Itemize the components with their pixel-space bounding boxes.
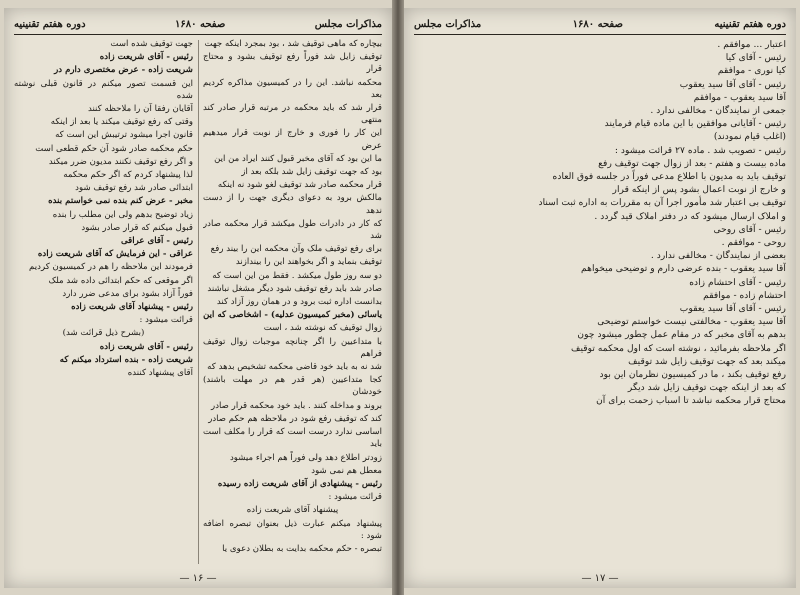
right-page-line: توقیف بی اعتبار شد مأمور اجرا آن به مقررات به اداره ثبت اسناد: [538, 197, 786, 209]
right-page-number: — ۱۷ —: [581, 573, 619, 584]
right-page: [404, 8, 796, 588]
left-page-columns: [14, 38, 382, 566]
left-col-right-line: قرائت میشود :: [328, 492, 382, 503]
right-page-line: کیا نوری - موافقم: [717, 65, 786, 77]
left-col-right-line: توقیف زایل شد فوراً رفع توقیف بشود و محتاج قرار: [203, 52, 382, 75]
left-col-left-line: آقای پیشنهاد کننده: [127, 368, 193, 379]
left-col-left-line: شریعت زاده - عرض مختصری دارم در: [54, 65, 193, 76]
left-col-right-line: این کار را فوری و خارج از نوبت قرار میدهیم عرض: [203, 128, 382, 151]
left-col-right-line: زوال توقیف که نوشته شد ، است: [263, 323, 382, 334]
right-page-line: بعضی از نمایندگان - مخالفی ندارد .: [650, 250, 786, 262]
left-col-right-line: قرار شد که باید محکمه در مرتبه قرار صادر کند منتهی: [203, 103, 382, 126]
left-col-right-line: بدانست اداره ثبت برود و در همان روز آزاد کند: [216, 297, 382, 308]
left-col-left-line: قبول میکنم که قرار صادر بشود: [81, 222, 193, 233]
left-page-header: [14, 14, 382, 35]
right-page-text: [418, 38, 786, 566]
left-header-left: دوره هفتم تقنينيه: [14, 18, 86, 30]
right-page-line: آقا سید یعقوب - بنده عرضی دارم و توضیحی میخواهم: [581, 263, 786, 275]
left-header-center: صفحه ۱۶۸۰: [175, 18, 226, 30]
right-page-line: آقا سید یعقوب - مخالفتی نیست خواستم توضیحی: [597, 316, 786, 328]
left-col-left-line: زیاد توضیح بدهم ولی این مطلب را بنده: [52, 209, 193, 220]
left-col-left-line: این قسمت تصور میکنم در قانون قبلی نوشته شده: [14, 78, 193, 101]
right-page-header: [414, 14, 786, 35]
right-page-line: محتاج قرار محکمه نباشد تا اسباب زحمت برای آن: [596, 395, 786, 407]
left-col-right-line: پیشنهاد آقای شریعت زاده: [246, 505, 339, 516]
left-col-left-line: اگر موقعی که حکم ابتدائی داده شد ملک: [48, 275, 193, 286]
left-col-right-line: اساسی ندارد درست است که قرار را مکلف است باید: [203, 427, 382, 450]
right-page-line: روحی - موافقم .: [721, 237, 786, 249]
right-page-line: آقا سید یعقوب - موافقم: [693, 91, 786, 103]
right-page-line: که بعد از اینکه جهت توقیف زایل شد دیگر: [627, 382, 786, 394]
left-col-right-line: رئیس - پیشنهادی از آقای شریعت زاده رسیده: [217, 478, 382, 489]
left-col-right-line: که کار در دادرات طول میکشد قرار محکمه صادر شد: [203, 218, 382, 242]
right-page-line: و املاک ارسال میشود که در دفتر املاک قید گردد .: [594, 210, 786, 222]
right-page-line: رئیس - آقای احتشام زاده: [689, 276, 786, 288]
right-page-line: (اغلب قیام نمودند): [713, 131, 786, 143]
left-page: [4, 8, 392, 588]
left-col-left-line: وقتی که رفع توقیف میکند یا بعد از اینکه: [50, 117, 193, 128]
left-col-left-line: عراقی - این فرمایش که آقای شریعت زاده: [37, 249, 193, 260]
left-col-right-line: مالکش برود به دعوای دیگری جهت را از دست ندهد: [203, 193, 382, 216]
right-page-line: رئیس - آقایانی موافقین با این ماده قیام فرمایند: [604, 118, 786, 130]
left-col-right-line: پیشنهاد میکنم عبارت ذیل بعنوان تبصره اضافه شود :: [203, 518, 382, 541]
right-header-center: صفحه ۱۶۸۰: [572, 18, 623, 30]
left-col-left-line: آقایان رفقا آن را ملاحظه کنند: [87, 104, 193, 115]
left-col-right-line: توقیف بنماید و اگر بخواهند این را بیندازند: [235, 257, 382, 268]
left-col-right-line: با متداعیین را اگر چنانچه موجبات زوال توقیف فراهم: [203, 336, 382, 359]
right-page-line: رئیس - آقای روحی: [713, 223, 786, 235]
left-col-right-line: زودتر اطلاع دهد ولی فوراً هم اجراء میشود: [229, 452, 382, 463]
left-col-left-line: جهت توقیف شده است: [110, 39, 193, 49]
right-page-line: احتشام زاده - موافقم: [703, 289, 786, 301]
left-col-right-line: بیچاره که ماهی توقیف شد ، بود بمجرد اینکه جهت: [204, 39, 382, 49]
left-page-column-left: [14, 38, 193, 566]
left-col-left-line: رئیس - آقای شریعت زاده: [99, 52, 193, 63]
left-col-right-line: بروند و مداخله کنند . باید خود محکمه قرار صادر: [211, 400, 382, 411]
left-page-column-right: [203, 38, 382, 566]
right-page-line: اگر ملاحظه بفرمائید ، نوشته است که اول محکمه توقیف: [570, 342, 786, 354]
left-col-left-line: فرمودند این ملاحظه را هم در کمیسیون کردیم: [29, 262, 193, 273]
left-col-left-line: حکم محکمه صادر شود آن حکم قطعی است: [35, 143, 193, 154]
left-col-left-line: (بشرح ذیل قرائت شد): [62, 328, 145, 339]
left-header-right: مذاکرات مجلس: [314, 18, 382, 30]
left-col-left-line: لذا پیشنهاد کردم که اگر حکم محکمه: [63, 170, 193, 181]
right-page-line: میکند بعد که جهت توقیف زایل شد توقیف: [628, 355, 786, 367]
right-header-left: مذاکرات مجلس: [414, 18, 482, 30]
right-page-line: رئیس - تصویب شد . ماده ۲۷ قرائت میشود :: [614, 144, 786, 156]
right-page-line: رئیس - آقای آقا سید یعقوب: [679, 303, 786, 315]
left-col-right-line: محکمه نباشد. این را در کمیسیون مذاکره کردیم بعد: [203, 77, 382, 100]
left-col-right-line: کجا متداعیین (هر قدر هم در مهلت باشند) خودشان: [203, 375, 382, 398]
right-page-line: جمعی از نمایندگان - مخالفی ندارد .: [650, 105, 786, 117]
left-col-left-line: قانون اجرا میشود ترتیبش این است که: [55, 130, 193, 141]
left-col-left-line: و اگر رفع توقیف نکنند مدیون ضرر میکند: [48, 156, 193, 167]
left-col-right-line: یاسائی (مخبر کمیسیون عدلیه) - اشخاصی که این: [203, 310, 382, 321]
left-col-right-line: صادر شد باید رفع توقیف شود دیگر مشغل نباشند: [207, 283, 382, 294]
left-col-right-line: تبصره - حکم محکمه بدایت به بطلان دعوی یا: [222, 543, 382, 554]
right-page-line: بدهم به آقای مخبر که در مقام عمل چطور میشود چون: [577, 329, 786, 341]
left-col-right-line: دو سه روز طول میکشد . فقط من این است که: [212, 270, 382, 281]
left-col-right-line: معطل هم نمی شود: [311, 465, 382, 476]
right-page-line: رفع توقیف بکند ، ما در کمیسیون نظرمان این بود: [599, 369, 786, 381]
right-page-line: و خارج از نوبت اعمال بشود پس از اینکه قرار: [612, 184, 786, 196]
left-col-right-line: برای رفع توقیف ملک وآن محکمه این را بیند رفع: [210, 244, 382, 255]
right-page-line: توقیف باید به مدیون با اطلاع مدعی فوراً در جلسه فوق العاده: [552, 171, 786, 183]
left-col-right-line: کند که توقیف رفع شود در ملاحظه هم حکم صادر: [208, 413, 382, 424]
left-col-right-line: بود که جهت توقیف زایل شد بلکه بعد از: [241, 167, 382, 178]
left-col-right-line: شد نه به باید خود قاضی محکمه تشخیص بدهد که: [207, 362, 382, 373]
left-col-left-line: فوراً آزاد بشود برای مدعی ضرر دارد: [62, 288, 193, 299]
left-col-right-line: ما این بود که آقای مخبر قبول کنند ایراد من این: [214, 153, 382, 164]
left-col-left-line: مخبر - عرض کنم بنده نمی خواستم بنده: [48, 196, 193, 207]
left-col-left-line: رئیس - آقای عراقی: [120, 236, 193, 247]
right-page-line: رئیس - آقای آقا سید یعقوب: [679, 78, 786, 90]
right-header-right: دوره هفتم تقنینیه: [714, 18, 786, 30]
left-page-number: — ۱۶ —: [179, 573, 217, 584]
book-gutter: [392, 0, 404, 595]
left-col-left-line: رئیس - پیشنهاد آقای شریعت زاده: [71, 302, 193, 313]
right-page-line: رئیس - آقای کیا: [725, 52, 786, 64]
left-col-left-line: رئیس - آقای شریعت زاده: [99, 341, 193, 352]
left-col-left-line: شریعت زاده - بنده استرداد میکنم که: [59, 354, 193, 365]
right-page-line: اعتبار ... موافقم .: [717, 39, 786, 50]
left-col-right-line: قرار محکمه صادر شد توقیف لغو شود نه اینکه: [217, 180, 382, 191]
right-page-line: ماده بیست و هفتم - بعد از زوال جهت توقیف رفع: [598, 157, 786, 169]
left-col-left-line: قرائت میشود :: [139, 315, 193, 326]
left-col-left-line: ابتدائی صادر شد رفع توقیف شود: [75, 183, 193, 194]
